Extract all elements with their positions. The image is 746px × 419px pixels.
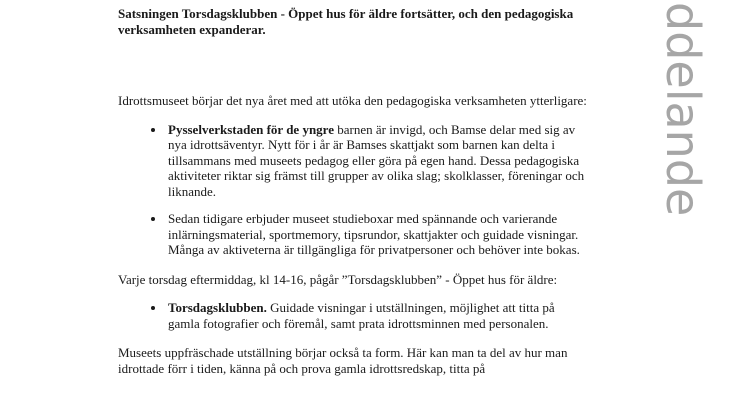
- activity-bullet-list: [118, 122, 588, 258]
- document-title: Satsningen Torsdagsklubben - Öppet hus för äldre fortsätter, och den pedagogiska verksamheten expanderar.: [118, 6, 574, 37]
- bullet-lead-text: Pysselverkstaden för de yngre: [168, 121, 334, 137]
- vertical-masthead-text: ddelande: [656, 2, 710, 217]
- club-bullet-list: [118, 300, 588, 331]
- schedule-paragraph: Varje torsdag eftermiddag, kl 14-16, pågår ”Torsdagsklubben” - Öppet hus för äldre:: [118, 271, 558, 287]
- list-item: [166, 122, 588, 200]
- closing-paragraph: Museets uppfräschade utställning börjar också ta form. Här kan man ta del av hur man idrottade förr i tiden, känna på och prova gamla idrottsredskap, titta på: [118, 345, 568, 376]
- bullet-body-text: Sedan tidigare erbjuder museet studieboxar med spännande och varierande inlärningsmaterial, sportmemory, tipsrundor, skattjakter och guidade visningar. Många av aktiveterna är tillgängliga för privatpersoner och behöver inte bokas.: [168, 211, 580, 257]
- bullet-body-text: Guidade visningar i utställningen, möjlighet att titta på gamla fotografier och föremål, samt prata idrottsminnen med personalen.: [168, 300, 555, 331]
- list-item: [166, 211, 588, 258]
- bullet-body-text: barnen är invigd, och Bamse delar med sig av nya idrottsäventyr. Nytt för i år är Bamses skattjakt som barnen kan delta i tillsammans med museets pedagog eller göra på egen hand. Dessa pedagogiska aktiviteter riktar sig främst till grupper av olika slag; skolklasser, föreningar och liknande.: [168, 121, 585, 199]
- bullet-lead-text: Torsdagsklubben.: [168, 300, 267, 315]
- list-item: [166, 300, 588, 331]
- intro-paragraph: Idrottsmuseet börjar det nya året med att utöka den pedagogiska verksamheten ytterligare:: [118, 93, 587, 108]
- document-body: [118, 6, 588, 376]
